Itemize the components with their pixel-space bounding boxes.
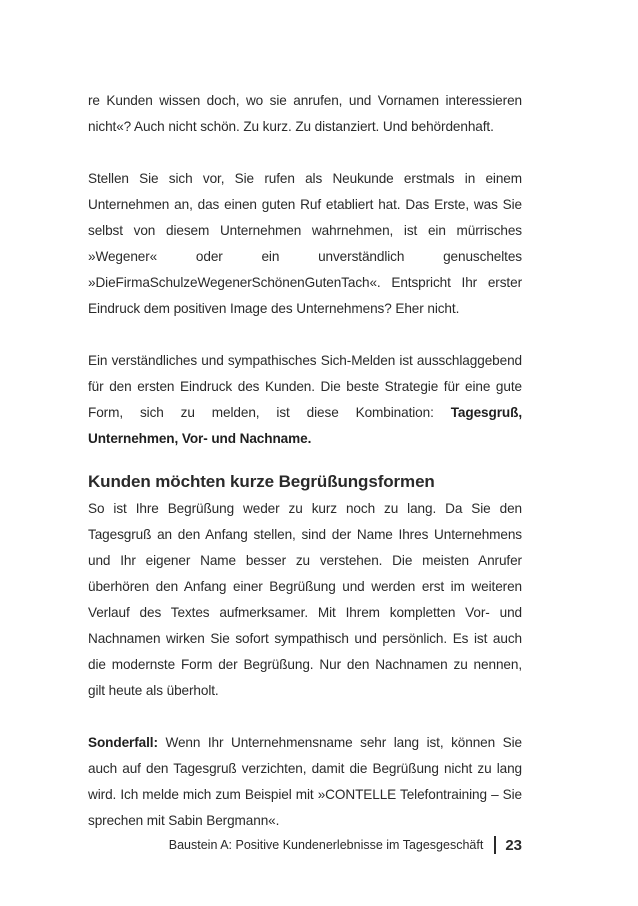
running-title: Baustein A: Positive Kundenerlebnisse im Tagesgeschäft <box>168 838 484 852</box>
paragraph-4: So ist Ihre Begrüßung weder zu kurz noch zu lang. Da Sie den Tagesgruß an den Anfang stellen, sind der Name Ihres Unternehmens und Ihr eigener Name besser zu verstehen. Die meisten Anrufer überhören den Anfang einer Begrüßung und werden erst im weiteren Verlauf des Textes aufmerksamer. Mit Ihrem kompletten Vor- und Nachnamen wirken Sie sofort sympathisch und persönlich. Es ist auch die modernste Form der Begrüßung. Nur den Nachnamen zu nennen, gilt heute als überholt. <box>88 501 522 698</box>
page-number: 23 <box>505 836 522 854</box>
paragraph-5 <box>88 730 522 834</box>
section-heading: Kunden möchten kurze Begrüßungsformen <box>88 472 435 491</box>
paragraph-3-text: Ein verständliches und sympathisches Sich-Melden ist ausschlaggebend für den ersten Eindruck des Kunden. Die beste Strategie für eine gute Form, sich zu melden, ist diese Kombination: <box>88 353 522 420</box>
page-footer <box>0 836 522 854</box>
paragraph-3 <box>88 348 522 452</box>
paragraph-1: re Kunden wissen doch, wo sie anrufen, und Vornamen interessieren nicht«? Auch nicht schön. Zu kurz. Zu distanziert. Und behördenhaft. <box>88 93 522 134</box>
paragraph-5-text: Wenn Ihr Unternehmensname sehr lang ist, können Sie auch auf den Tagesgruß verzichten, damit die Begrüßung nicht zu lang wird. Ich melde mich zum Beispiel mit »CONTELLE Telefontraining – Sie sprechen mit Sabin Bergmann«. <box>88 735 522 828</box>
paragraph-5-label: Sonderfall: <box>88 735 158 750</box>
paragraph-2: Stellen Sie sich vor, Sie rufen als Neukunde erstmals in einem Unternehmen an, das einen guten Ruf etabliert hat. Das Erste, was Sie selbst von diesem Unternehmen wahrnehmen, ist ein mürrisches »Wegener« oder ein unverständlich genuscheltes »DieFirmaSchulzeWegenerSchönenGutenTach«. Entspricht Ihr erster Eindruck dem positiven Image des Unternehmens? Eher nicht. <box>88 171 522 316</box>
paragraph-3-bold: Tagesgruß, Unternehmen, Vor- und Nachname. <box>88 405 522 446</box>
footer-divider <box>494 836 496 854</box>
page-body <box>88 88 522 834</box>
